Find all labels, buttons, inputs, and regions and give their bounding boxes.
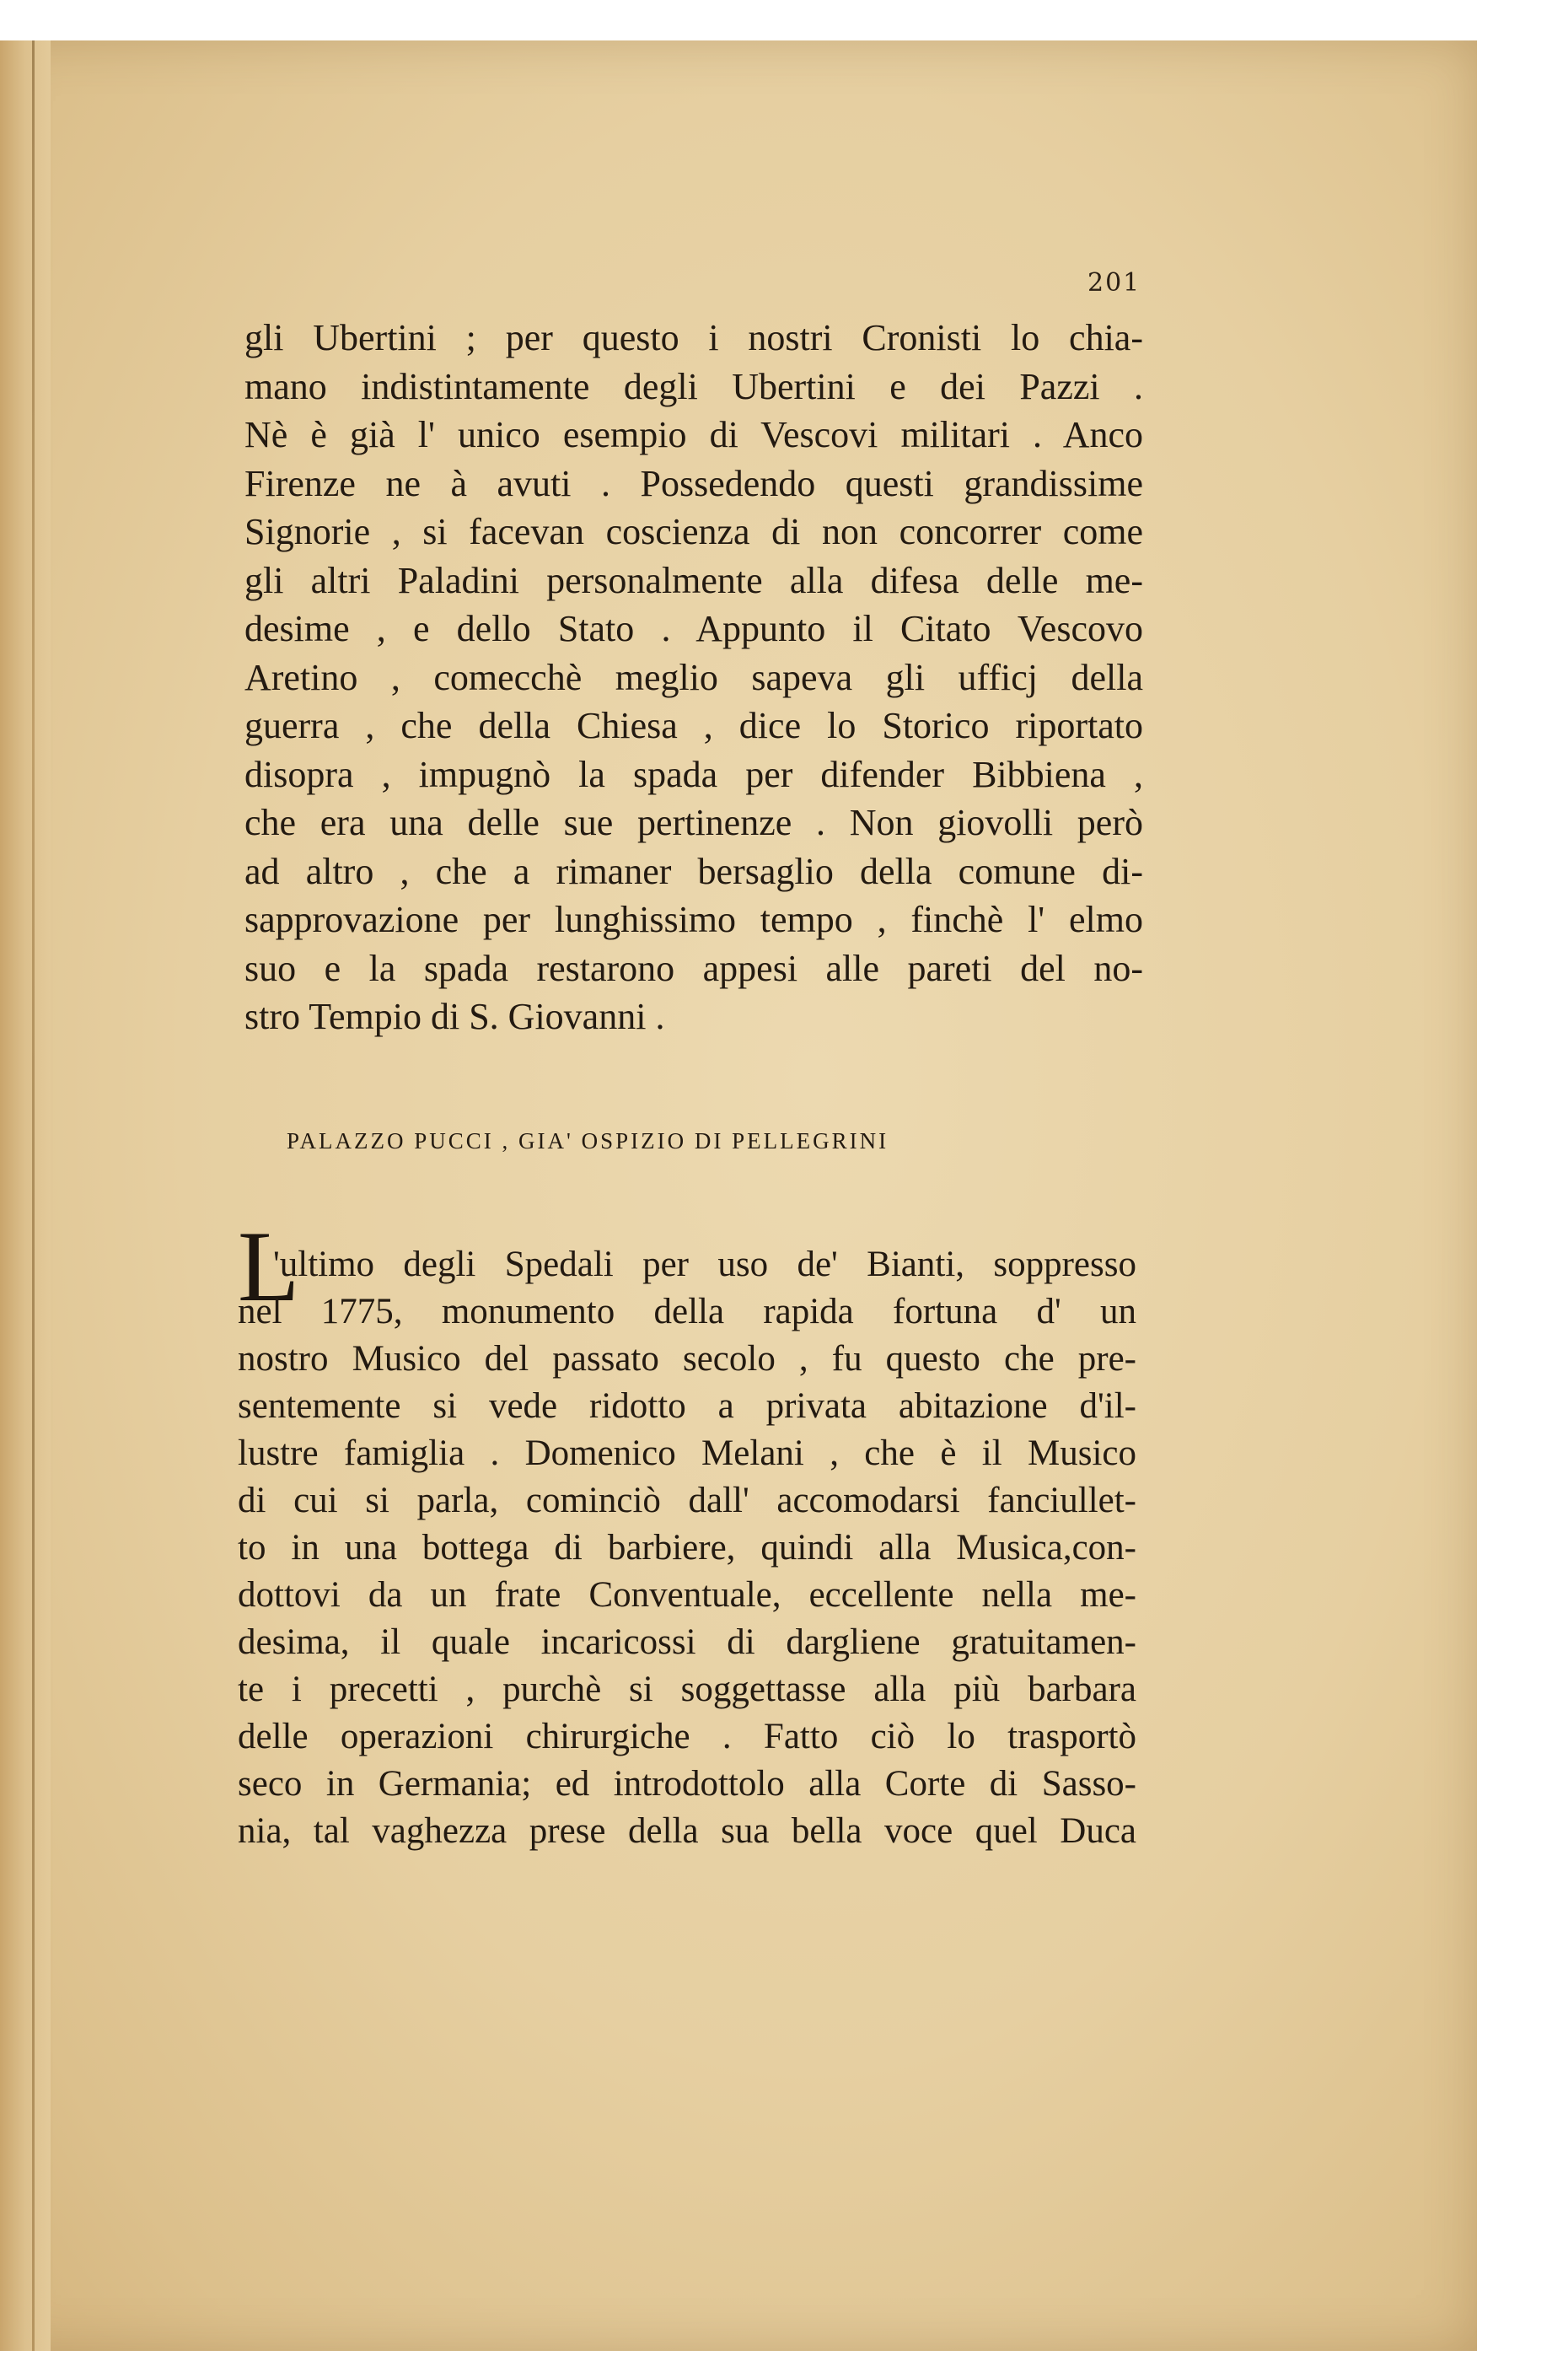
text-line: 'ultimo degli Spedali per uso de' Bianti, soppresso: [273, 1245, 1136, 1284]
text-line: Signorie , si facevan coscienza di non concorrer come: [244, 511, 1143, 552]
text-line: lustre famiglia . Domenico Melani , che è il Musico: [238, 1433, 1136, 1473]
text-line: delle operazioni chirurgiche . Fatto ciò lo trasportò: [238, 1717, 1136, 1756]
text-line: sapprovazione per lunghissimo tempo , finchè l' elmo: [244, 899, 1143, 940]
text-line: disopra , impugnò la spada per difender Bibbiena ,: [244, 753, 1143, 795]
text-line: ad altro , che a rimaner bersaglio della comune di-: [244, 850, 1143, 892]
text-line: che era una delle sue pertinenze . Non giovolli però: [244, 802, 1143, 843]
section-heading: PALAZZO PUCCI , GIA' OSPIZIO DI PELLEGRINI: [287, 1128, 889, 1154]
text-line: guerra , che della Chiesa , dice lo Storico riportato: [244, 705, 1143, 746]
text-line: to in una bottega di barbiere, quindi alla Musica,con-: [238, 1528, 1136, 1568]
text-line: Firenze ne à avuti . Possedendo questi grandissime: [244, 462, 1143, 504]
text-line: desime , e dello Stato . Appunto il Citato Vescovo: [244, 608, 1143, 649]
text-line: mano indistintamente degli Ubertini e dei Pazzi .: [244, 365, 1143, 407]
text-line: sentemente si vede ridotto a privata abitazione d'il-: [238, 1386, 1136, 1426]
text-line: suo e la spada restarono appesi alle pareti del no-: [244, 947, 1143, 989]
text-line: di cui si parla, cominciò dall' accomodarsi fanciullet-: [238, 1481, 1136, 1520]
page-number: 201: [1087, 268, 1141, 298]
drop-cap: L: [238, 1210, 300, 1322]
text-line: dottovi da un frate Conventuale, eccellente nella me-: [238, 1575, 1136, 1615]
text-line: Aretino , comecchè meglio sapeva gli ufficj della: [244, 656, 1143, 698]
text-line: nia, tal vaghezza prese della sua bella voce quel Duca: [238, 1811, 1136, 1851]
text-line: nel 1775, monumento della rapida fortuna d' un: [238, 1292, 1136, 1331]
binding-line: [32, 40, 35, 2351]
text-line: desima, il quale incaricossi di dargliene gratuitamen-: [238, 1622, 1136, 1662]
text-line: gli altri Paladini personalmente alla difesa delle me-: [244, 559, 1143, 601]
text-line: nostro Musico del passato secolo , fu questo che pre-: [238, 1339, 1136, 1379]
paragraph-ubertini: [244, 314, 1143, 1041]
text-line: te i precetti , purchè si soggettasse alla più barbara: [238, 1670, 1136, 1709]
text-line: Nè è già l' unico esempio di Vescovi militari . Anco: [244, 414, 1143, 455]
page-spine-edge: [0, 40, 51, 2351]
text-line: stro Tempio di S. Giovanni .: [244, 996, 665, 1037]
text-line: gli Ubertini ; per questo i nostri Cronisti lo chia-: [244, 317, 1143, 358]
paragraph-palazzo-pucci: [238, 1241, 1136, 1855]
text-line: seco in Germania; ed introdottolo alla Corte di Sasso-: [238, 1764, 1136, 1804]
